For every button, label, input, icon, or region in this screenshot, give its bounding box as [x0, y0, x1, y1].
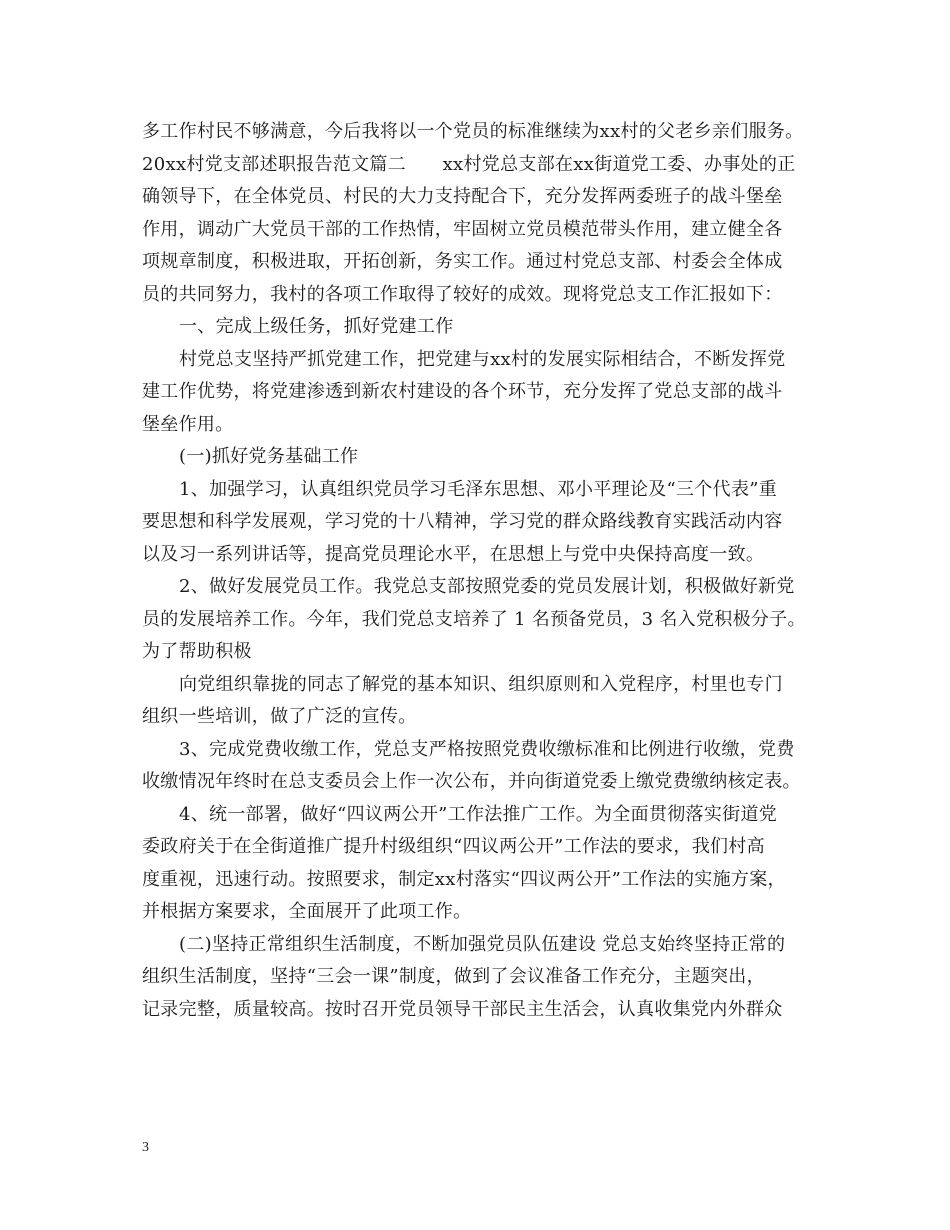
- text-line: 记录完整，质量较高。按时召开党员领导干部民主生活会，认真收集党内外群众: [142, 998, 783, 1020]
- text-line: 多工作村民不够满意，今后我将以一个党员的标准继续为xx村的父老乡亲们服务。: [142, 121, 804, 142]
- text-line: 建工作优势，将党建渗透到新农村建设的各个环节，充分发挥了党总支部的战斗: [142, 381, 783, 402]
- subsection-heading: (二)坚持正常组织生活制度，不断加强党员队伍建设 党总支始终坚持正常的: [179, 933, 786, 955]
- text-line: 作用，调动广大党员干部的工作热情，牢固树立党员模范带头作用，建立健全各: [142, 218, 783, 240]
- text-line: 度重视，迅速行动。按照要求，制定xx村落实“四议两公开”工作法的实施方案，: [142, 868, 786, 890]
- text-line: 项规章制度，积极进取，开拓创新，务实工作。通过村党总支部、村委会全体成: [142, 251, 783, 272]
- text-line: 以及习一系列讲话等，提高党员理论水平，在思想上与党中央保持高度一致。: [142, 543, 765, 565]
- text-line: 2、做好发展党员工作。我党总支部按照党委的党员发展计划，积极做好新党: [179, 576, 795, 597]
- text-line: 向党组织靠拢的同志了解党的基本知识、组织原则和入党程序，村里也专门: [179, 673, 783, 695]
- subsection-heading: (一)抓好党务基础工作: [179, 446, 359, 467]
- page-number: 3: [142, 1140, 149, 1155]
- text-line: 堡垒作用。: [142, 413, 234, 435]
- text-line: 组织生活制度，坚持“三会一课”制度，做到了会议准备工作充分，主题突出，: [142, 966, 765, 987]
- text-line: 村党总支坚持严抓党建工作，把党建与xx村的发展实际相结合，不断发挥党: [179, 348, 786, 370]
- text-line: 1、加强学习，认真组织党员学习毛泽东思想、邓小平理论及“三个代表”重: [179, 478, 778, 500]
- document-body: [142, 116, 826, 1026]
- text-line: 要思想和科学发展观，学习党的十八精神，学习党的群众路线教育实践活动内容: [142, 511, 783, 532]
- text-line: 组织一些培训，做了广泛的宣传。: [142, 706, 417, 727]
- text-line: 员的发展培养工作。今年，我们党总支培养了 1 名预备党员，3 名入党积极分子。: [142, 608, 806, 630]
- text-line: 委政府关于在全街道推广提升村级组织“四议两公开”工作法的要求，我们村高: [142, 836, 765, 857]
- text-line: 收缴情况年终时在总支委员会上作一次公布，并向街道党委上缴党费缴纳核定表。: [142, 771, 801, 792]
- text-line: 4、统一部署，做好“四议两公开”工作法推广工作。为全面贯彻落实街道党: [179, 803, 778, 825]
- text-line: 20xx村党支部述职报告范文篇二 xx村党总支部在xx街道党工委、办事处的正: [142, 153, 796, 175]
- text-line: 并根据方案要求，全面展开了此项工作。: [142, 901, 472, 922]
- text-line: 为了帮助积极: [142, 641, 252, 662]
- section-heading: 一、完成上级任务，抓好党建工作: [179, 316, 454, 337]
- text-line: 确领导下，在全体党员、村民的大力支持配合下，充分发挥两委班子的战斗堡垒: [142, 186, 783, 207]
- text-line: 员的共同努力，我村的各项工作取得了较好的成效。现将党总支工作汇报如下：: [142, 283, 783, 305]
- text-line: 3、完成党费收缴工作，党总支严格按照党费收缴标准和比例进行收缴，党费: [179, 738, 795, 760]
